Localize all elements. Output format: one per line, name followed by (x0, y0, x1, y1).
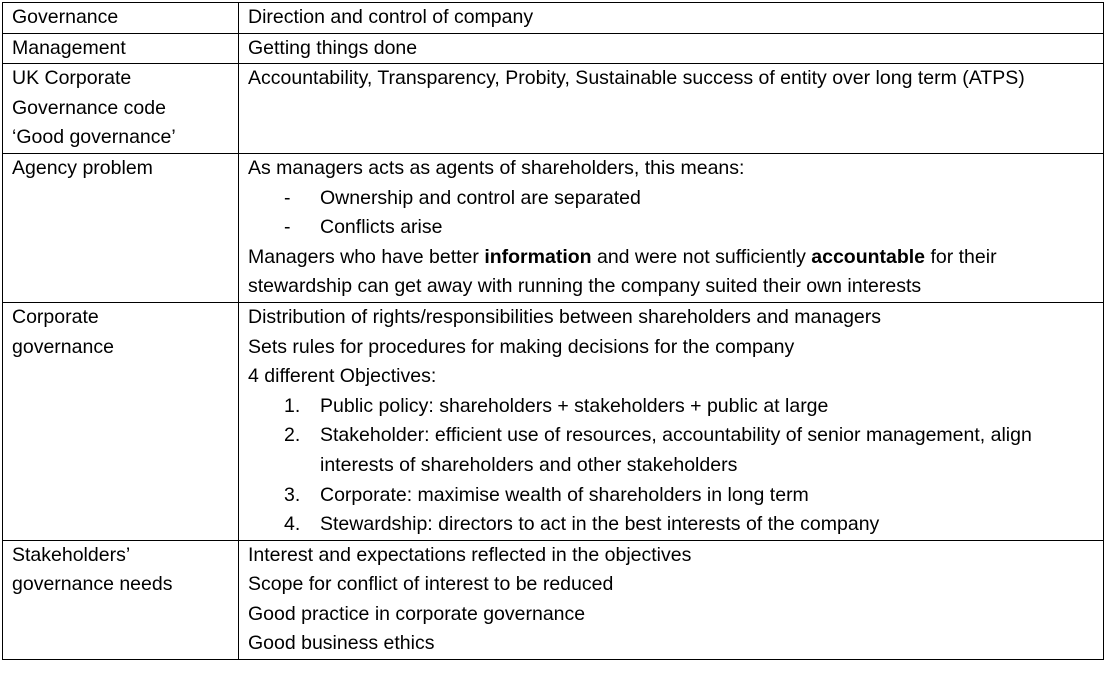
term-cell (3, 3, 239, 34)
text-run: and were not sufficiently (591, 245, 812, 268)
list-item-text: Public policy: shareholders + stakeholders + public at large (320, 394, 829, 417)
table-row (3, 64, 1104, 154)
definition-text: Good practice in corporate governance (248, 602, 586, 625)
list-item (248, 392, 1103, 422)
definition-cell (239, 153, 1104, 302)
term-text: Management (12, 36, 126, 59)
bold-term-accountable: accountable (811, 245, 926, 268)
list-item (248, 421, 1103, 480)
term-cell (3, 64, 239, 154)
governance-table (2, 2, 1104, 660)
list-number: 2. (284, 424, 301, 447)
list-item-text: Stakeholder: efficient use of resources, accountability of senior management, align interests of shareholders and other stakeholders (320, 424, 1032, 476)
definition-text: Getting things done (248, 36, 418, 59)
list-item-text: Corporate: maximise wealth of shareholders in long term (320, 483, 809, 506)
term-text: Agency problem (12, 156, 153, 179)
table-row (3, 153, 1104, 302)
table-row (3, 33, 1104, 64)
term-cell (3, 33, 239, 64)
term-cell (3, 153, 239, 302)
table-row (3, 302, 1104, 540)
definition-cell (239, 3, 1104, 34)
definition-text: Distribution of rights/responsibilities between shareholders and managers (248, 305, 882, 328)
definition-text: As managers acts as agents of shareholders, this means: (248, 156, 745, 179)
term-text: ‘Good governance’ (12, 126, 176, 149)
term-cell (3, 540, 239, 659)
list-item-text: Ownership and control are separated (320, 186, 641, 209)
table-row (3, 3, 1104, 34)
list-item (248, 213, 1103, 243)
list-number: 1. (284, 394, 301, 417)
term-text: Governance (12, 6, 119, 28)
list-number: 4. (284, 513, 301, 536)
definition-text: Scope for conflict of interest to be reduced (248, 573, 614, 596)
definition-text: Sets rules for procedures for making decisions for the company (248, 335, 795, 358)
definition-text: Interest and expectations reflected in the objectives (248, 543, 692, 566)
list-item-text: Stewardship: directors to act in the best interests of the company (320, 513, 880, 536)
term-text: governance needs (12, 573, 173, 596)
term-text: UK Corporate (12, 67, 132, 90)
list-item-text: Conflicts arise (320, 216, 443, 239)
definition-cell (239, 33, 1104, 64)
definition-text: Accountability, Transparency, Probity, Sustainable success of entity over long term (ATPS) (248, 67, 1025, 90)
definition-text (248, 243, 1098, 302)
definition-cell (239, 302, 1104, 540)
term-cell (3, 302, 239, 540)
definition-text: 4 different Objectives: (248, 365, 437, 388)
definition-text: Direction and control of company (248, 6, 534, 28)
term-text: governance (12, 335, 114, 358)
dash-marker: - (284, 186, 291, 209)
dash-marker: - (284, 216, 291, 239)
term-text: Governance code (12, 96, 166, 119)
term-text: Stakeholders’ (12, 543, 131, 566)
definition-cell (239, 540, 1104, 659)
list-item (248, 481, 1103, 511)
term-text: Corporate (12, 305, 99, 328)
bold-term-information: information (484, 245, 592, 268)
list-number: 3. (284, 483, 301, 506)
list-item (248, 510, 1103, 540)
text-run: for their stewardship can get away with running the company suited their own interests (248, 245, 997, 298)
text-run: Managers who have better (248, 245, 485, 268)
table-row (3, 540, 1104, 659)
list-item (248, 184, 1103, 214)
definition-cell (239, 64, 1104, 154)
definition-text: Good business ethics (248, 632, 435, 655)
